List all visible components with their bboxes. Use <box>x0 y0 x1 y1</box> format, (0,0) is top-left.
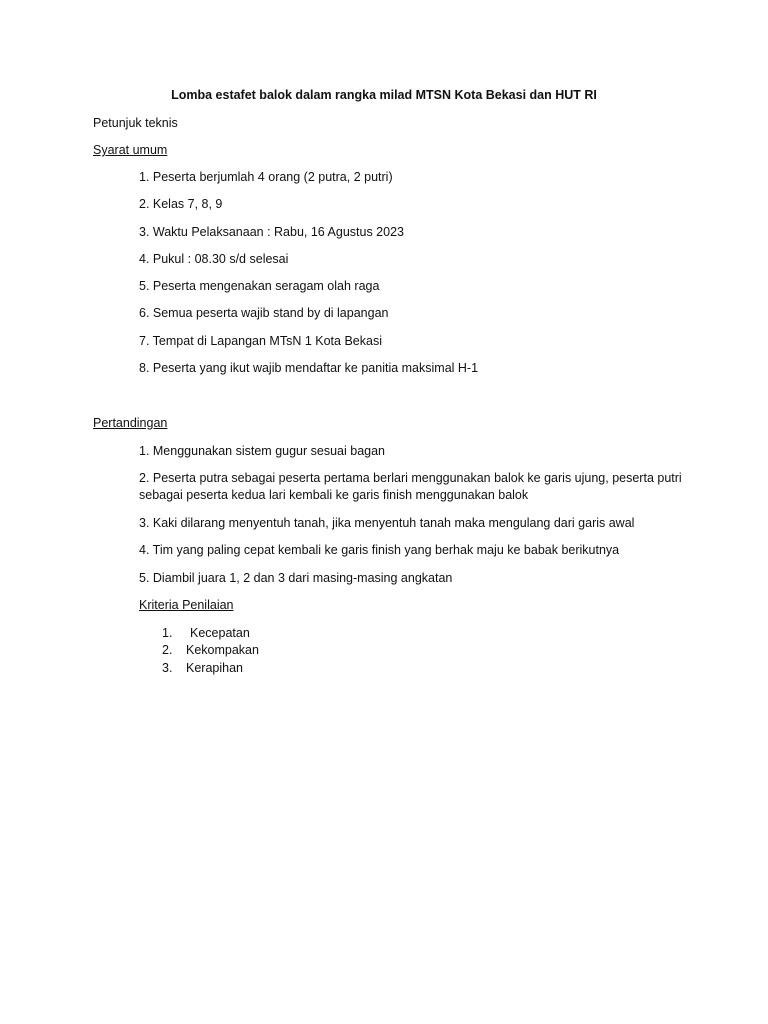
general-item-3: 3. Waktu Pelaksanaan : Rabu, 16 Agustus 2023 <box>139 225 404 239</box>
criteria-item-number: 3. <box>162 661 173 675</box>
criteria-item-number: 2. <box>162 643 173 657</box>
match-item-5: 5. Diambil juara 1, 2 dan 3 dari masing-masing angkatan <box>139 571 453 585</box>
general-item-5: 5. Peserta mengenakan seragam olah raga <box>139 279 380 293</box>
criteria-item <box>162 660 243 677</box>
match-item-2: 2. Peserta putra sebagai peserta pertama berlari menggunakan balok ke garis ujung, peserta putri sebagai peserta kedua lari kembali ke garis finish menggunakan balok <box>139 471 682 502</box>
general-item-6: 6. Semua peserta wajib stand by di lapangan <box>139 306 389 320</box>
criteria-heading: Kriteria Penilaian <box>139 598 234 612</box>
match-item-1: 1. Menggunakan sistem gugur sesuai bagan <box>139 444 385 458</box>
criteria-item-label: Kerapihan <box>186 661 243 675</box>
general-item-8: 8. Peserta yang ikut wajib mendaftar ke panitia maksimal H-1 <box>139 361 479 375</box>
document-subtitle: Petunjuk teknis <box>93 116 178 130</box>
general-item-7: 7. Tempat di Lapangan MTsN 1 Kota Bekasi <box>139 334 382 348</box>
criteria-item <box>162 642 259 659</box>
criteria-item-label: Kecepatan <box>190 626 250 640</box>
general-item-4: 4. Pukul : 08.30 s/d selesai <box>139 252 289 266</box>
section-heading-general: Syarat umum <box>93 143 168 157</box>
general-item-1: 1. Peserta berjumlah 4 orang (2 putra, 2 putri) <box>139 170 393 184</box>
match-item-3: 3. Kaki dilarang menyentuh tanah, jika menyentuh tanah maka mengulang dari garis awal <box>139 516 635 530</box>
criteria-item-label: Kekompakan <box>186 643 259 657</box>
criteria-item <box>162 625 250 642</box>
section-heading-match: Pertandingan <box>93 416 168 430</box>
general-item-2: 2. Kelas 7, 8, 9 <box>139 197 223 211</box>
match-item-4: 4. Tim yang paling cepat kembali ke garis finish yang berhak maju ke babak berikutnya <box>139 543 620 557</box>
criteria-item-number: 1. <box>162 626 173 640</box>
document-title: Lomba estafet balok dalam rangka milad MTSN Kota Bekasi dan HUT RI <box>171 88 597 102</box>
